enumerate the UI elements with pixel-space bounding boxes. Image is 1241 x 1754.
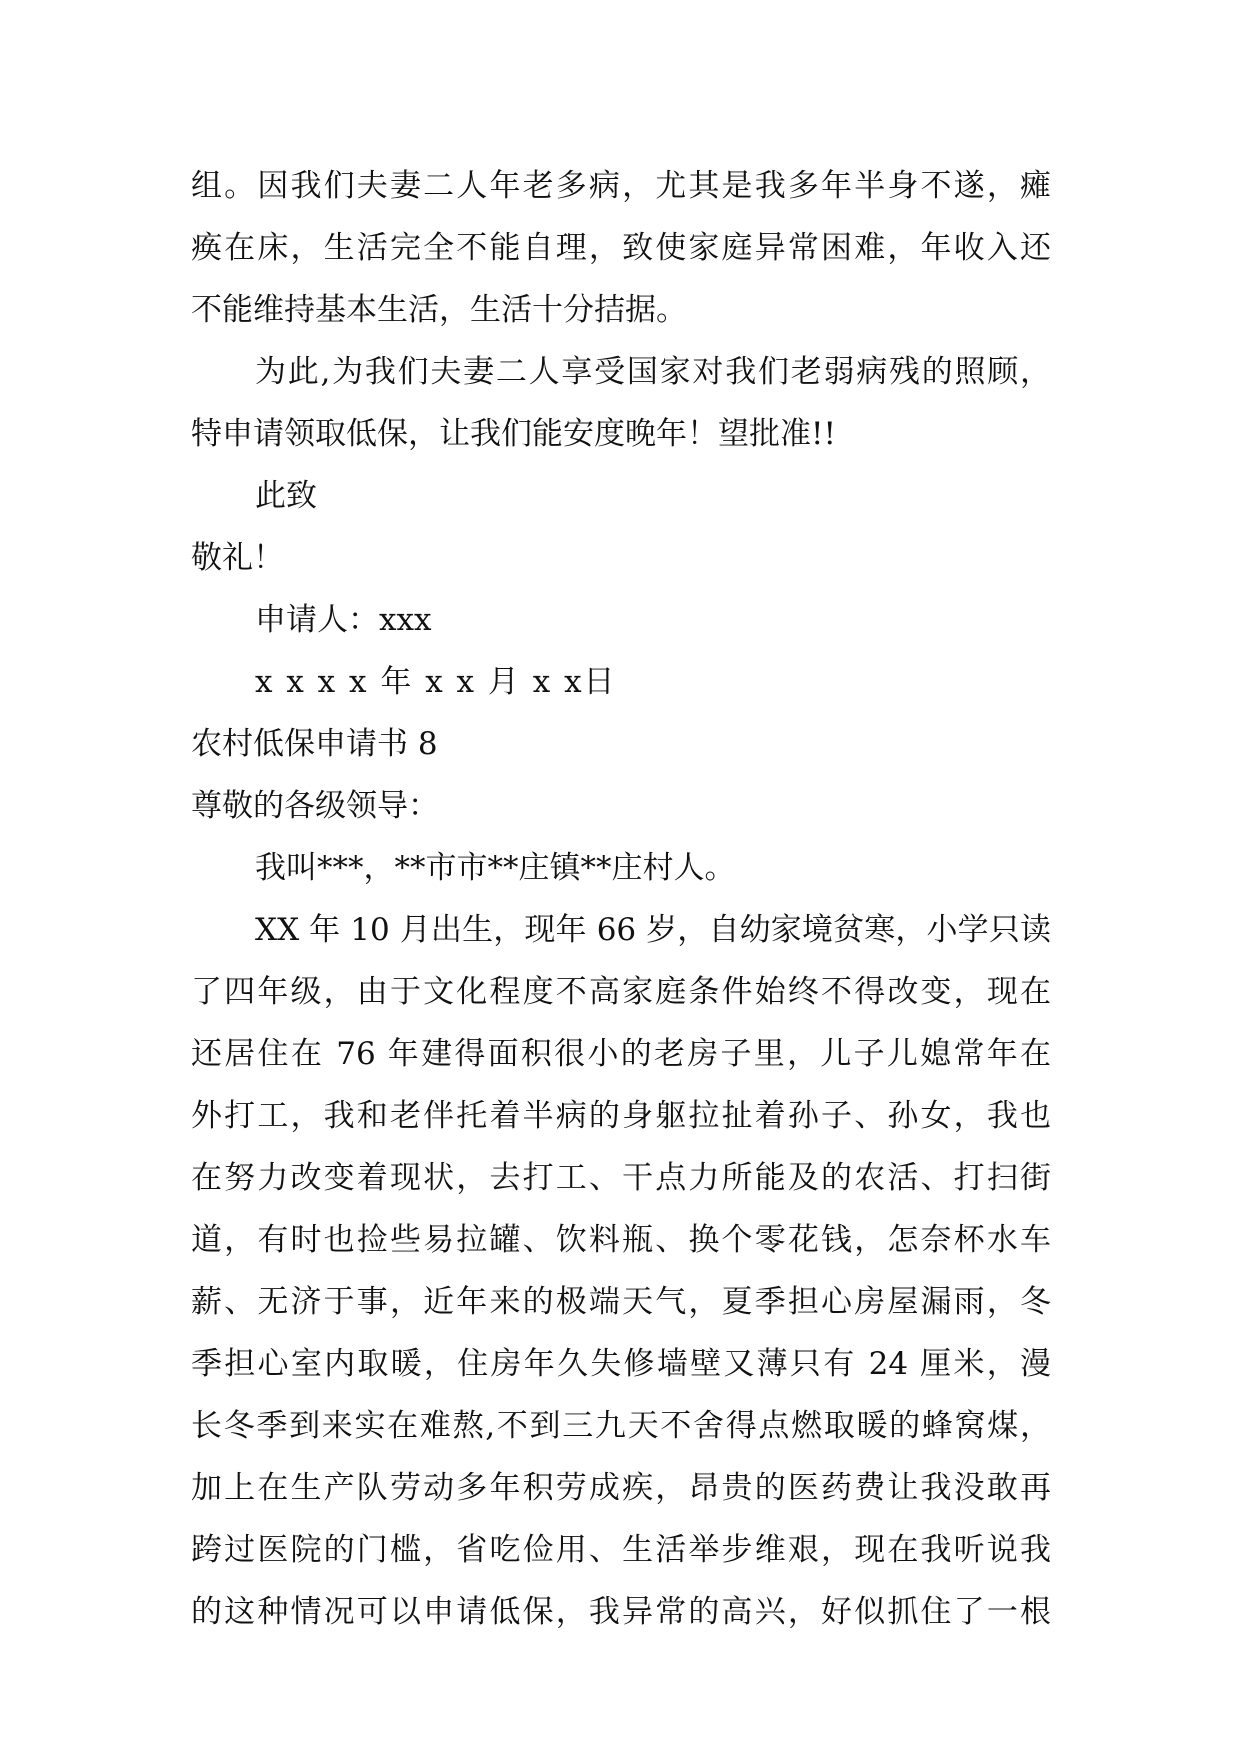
paragraph-line: 道，有时也捡些易拉罐、饮料瓶、换个零花钱，怎奈杯水车 — [191, 1222, 1051, 1258]
greeting-line: 尊敬的各级领导： — [191, 788, 439, 824]
paragraph-line: 不能维持基本生活，生活十分拮据。 — [191, 292, 687, 328]
paragraph-line: 了四年级，由于文化程度不高家庭条件始终不得改变，现在 — [191, 974, 1051, 1010]
paragraph-line: 的这种情况可以申请低保，我异常的高兴，好似抓住了一根 — [191, 1594, 1051, 1630]
paragraph-line: 组。因我们夫妻二人年老多病，尤其是我多年半身不遂，瘫 — [191, 168, 1051, 204]
paragraph-line: XX 年 10 月出生，现年 66 岁，自幼家境贫寒，小学只读 — [255, 912, 1051, 948]
closing-salutation: 此致 — [255, 478, 317, 514]
paragraph-line: 特申请领取低保，让我们能安度晚年！望批准!! — [191, 416, 836, 452]
paragraph-line: 还居住在 76 年建得面积很小的老房子里，儿子儿媳常年在 — [191, 1036, 1051, 1072]
paragraph-line: 长冬季到来实在难熬,不到三九天不舍得点燃取暖的蜂窝煤， — [191, 1408, 1051, 1444]
closing-regards: 敬礼！ — [191, 540, 284, 576]
paragraph-line: 在努力改变着现状，去打工、干点力所能及的农活、打扫街 — [191, 1160, 1051, 1196]
document-heading: 农村低保申请书 8 — [191, 726, 438, 762]
date-line: x x x x 年 x x 月 x x日 — [255, 664, 617, 700]
paragraph-line: 痪在床，生活完全不能自理，致使家庭异常困难，年收入还 — [191, 230, 1051, 266]
paragraph-line: 外打工，我和老伴托着半病的身躯拉扯着孙子、孙女，我也 — [191, 1098, 1051, 1134]
paragraph-line: 我叫***，**市市**庄镇**庄村人。 — [255, 850, 736, 886]
paragraph-line: 跨过医院的门槛，省吃俭用、生活举步维艰，现在我听说我 — [191, 1532, 1051, 1568]
applicant-signature: 申请人：xxx — [255, 602, 432, 638]
paragraph-line: 为此,为我们夫妻二人享受国家对我们老弱病残的照顾， — [255, 354, 1051, 390]
paragraph-line: 薪、无济于事，近年来的极端天气，夏季担心房屋漏雨，冬 — [191, 1284, 1051, 1320]
paragraph-line: 加上在生产队劳动多年积劳成疾，昂贵的医药费让我没敢再 — [191, 1470, 1051, 1506]
paragraph-line: 季担心室内取暖，住房年久失修墙壁又薄只有 24 厘米，漫 — [191, 1346, 1051, 1382]
